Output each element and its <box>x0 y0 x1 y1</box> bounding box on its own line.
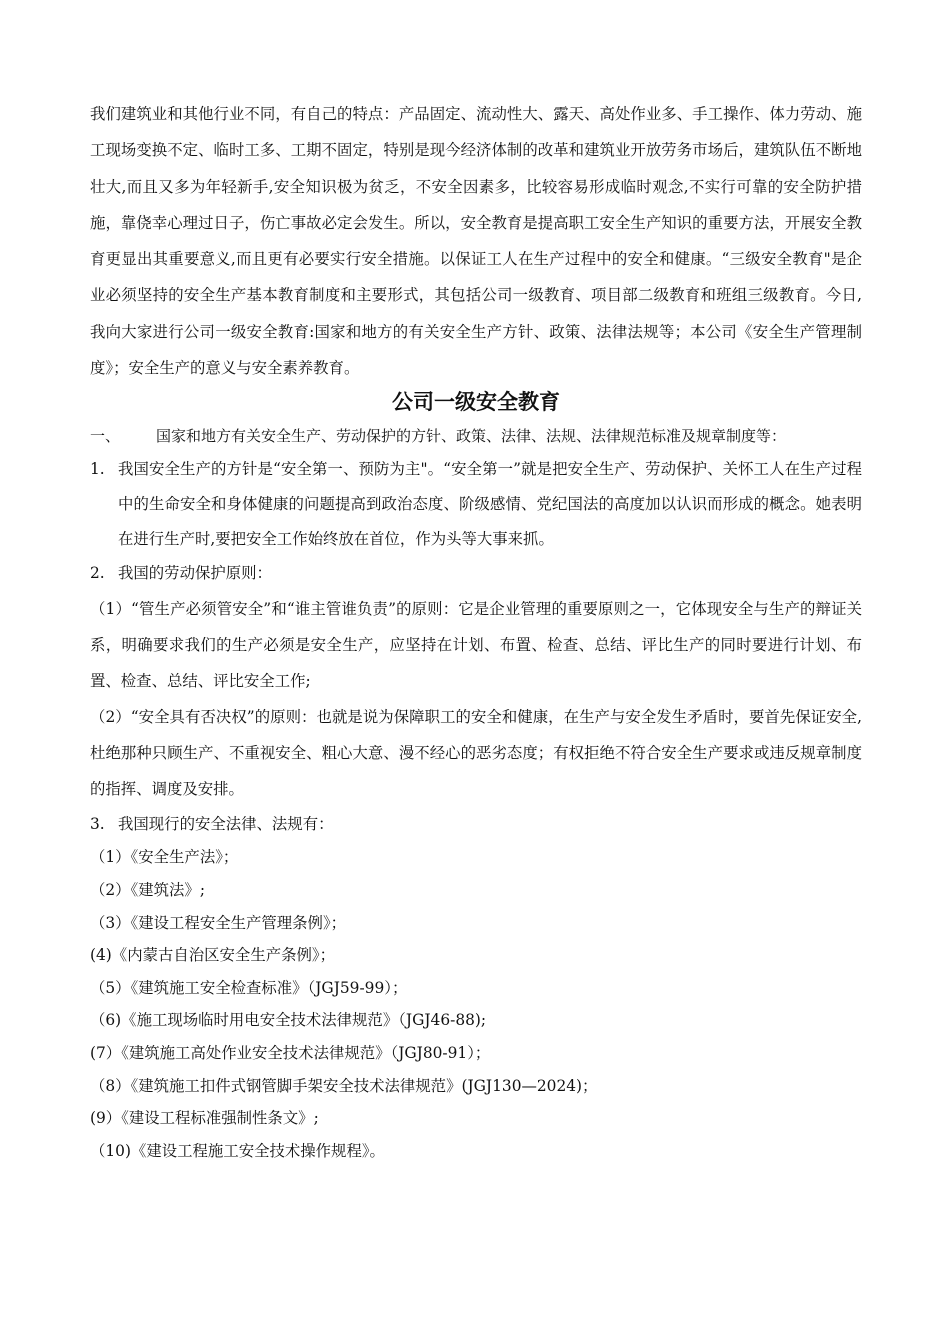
document-page <box>90 96 862 1167</box>
numbered-item-1 <box>90 452 862 556</box>
numbered-item-3 <box>90 807 862 842</box>
item-text: 我国的劳动保护原则： <box>118 564 272 583</box>
law-item: （5）《建筑施工安全检查标准》（JGJ59-99）； <box>90 978 408 997</box>
item-number: 1. <box>90 460 105 479</box>
law-item: （6)《施工现场临时用电安全技术法律规范》（JGJ46-88); <box>90 1011 487 1030</box>
law-list <box>90 841 862 1167</box>
law-item: （10)《建设工程施工安全技术操作规程》。 <box>90 1141 385 1160</box>
law-item: (9）《建设工程标准强制性条文》; <box>90 1109 319 1128</box>
numbered-item-2 <box>90 556 862 591</box>
section-text: 国家和地方有关安全生产、劳动保护的方针、政策、法律、法规、法律规范标准及规章制度等： <box>156 427 787 446</box>
principle-1-paragraph: （1）“管生产必须管安全”和“谁主管谁负责”的原则：它是企业管理的重要原则之一，它体现安全与生产的辩证关系，明确要求我们的生产必须是安全生产，应坚持在计划、布置、检查、总结、评比生产的同时要进行计划、布置、检查、总结、评比安全工作; <box>90 599 862 690</box>
item-number: 3. <box>90 814 105 833</box>
document-title: 公司一级安全教育 <box>392 390 560 415</box>
law-item: (4)《内蒙古自治区安全生产条例》； <box>90 946 335 965</box>
item-number: 2. <box>90 564 105 583</box>
item-text: 我国安全生产的方针是“安全第一、预防为主"。“安全第一”就是把安全生产、劳动保护、关怀工人在生产过程中的生命安全和身体健康的问题提高到政治态度、阶级感情、党纪国法的高度加以认识而形成的概念。她表明在进行生产时,要把安全工作始终放在首位，作为头等大事来抓。 <box>118 460 862 548</box>
intro-paragraph: 我们建筑业和其他行业不同，有自己的特点：产品固定、流动性大、露天、高处作业多、手工操作、体力劳动、施工现场变换不定、临时工多、工期不固定，特别是现今经济体制的改革和建筑业开放劳务市场后，建筑队伍不断地壮大,而且又多为年轻新手,安全知识极为贫乏，不安全因素多，比较容易形成临时观念,不实行可靠的安全防护措施，靠侥幸心理过日子，伤亡事故必定会发生。所以，安全教育是提高职工安全生产知识的重要方法，开展安全教育更显出其重要意义,而且更有必要实行安全措施。以保证工人在生产过程中的安全和健康。“三级安全教育"是企业必须坚持的安全生产基本教育制度和主要形式，其包括公司一级教育、项目部二级教育和班组三级教育。今日,我向大家进行公司一级安全教育:国家和地方的有关安全生产方针、政策、法律法规等；本公司《安全生产管理制度》；安全生产的意义与安全素养教育。 <box>90 105 862 378</box>
law-item: （8）《建筑施工扣件式钢管脚手架安全技术法律规范》(JGJ130—2024)； <box>90 1076 598 1095</box>
law-item: （1）《安全生产法》； <box>90 848 239 867</box>
law-item: (7）《建筑施工高处作业安全技术法律规范》（JGJ80-91）； <box>90 1043 491 1062</box>
item-text: 我国现行的安全法律、法规有： <box>118 814 334 833</box>
law-item: （3）《建设工程安全生产管理条例》； <box>90 913 347 932</box>
principle-2-paragraph: （2）“安全具有否决权”的原则：也就是说为保障职工的安全和健康，在生产与安全发生矛盾时，要首先保证安全,杜绝那种只顾生产、不重视安全、粗心大意、漫不经心的恶劣态度；有权拒绝不符合安全生产要求或违反规章制度的指挥、调度及安排。 <box>90 707 862 798</box>
section-number: 一、 <box>90 427 121 446</box>
law-item: （2）《建筑法》; <box>90 880 206 899</box>
section-heading <box>90 420 862 452</box>
